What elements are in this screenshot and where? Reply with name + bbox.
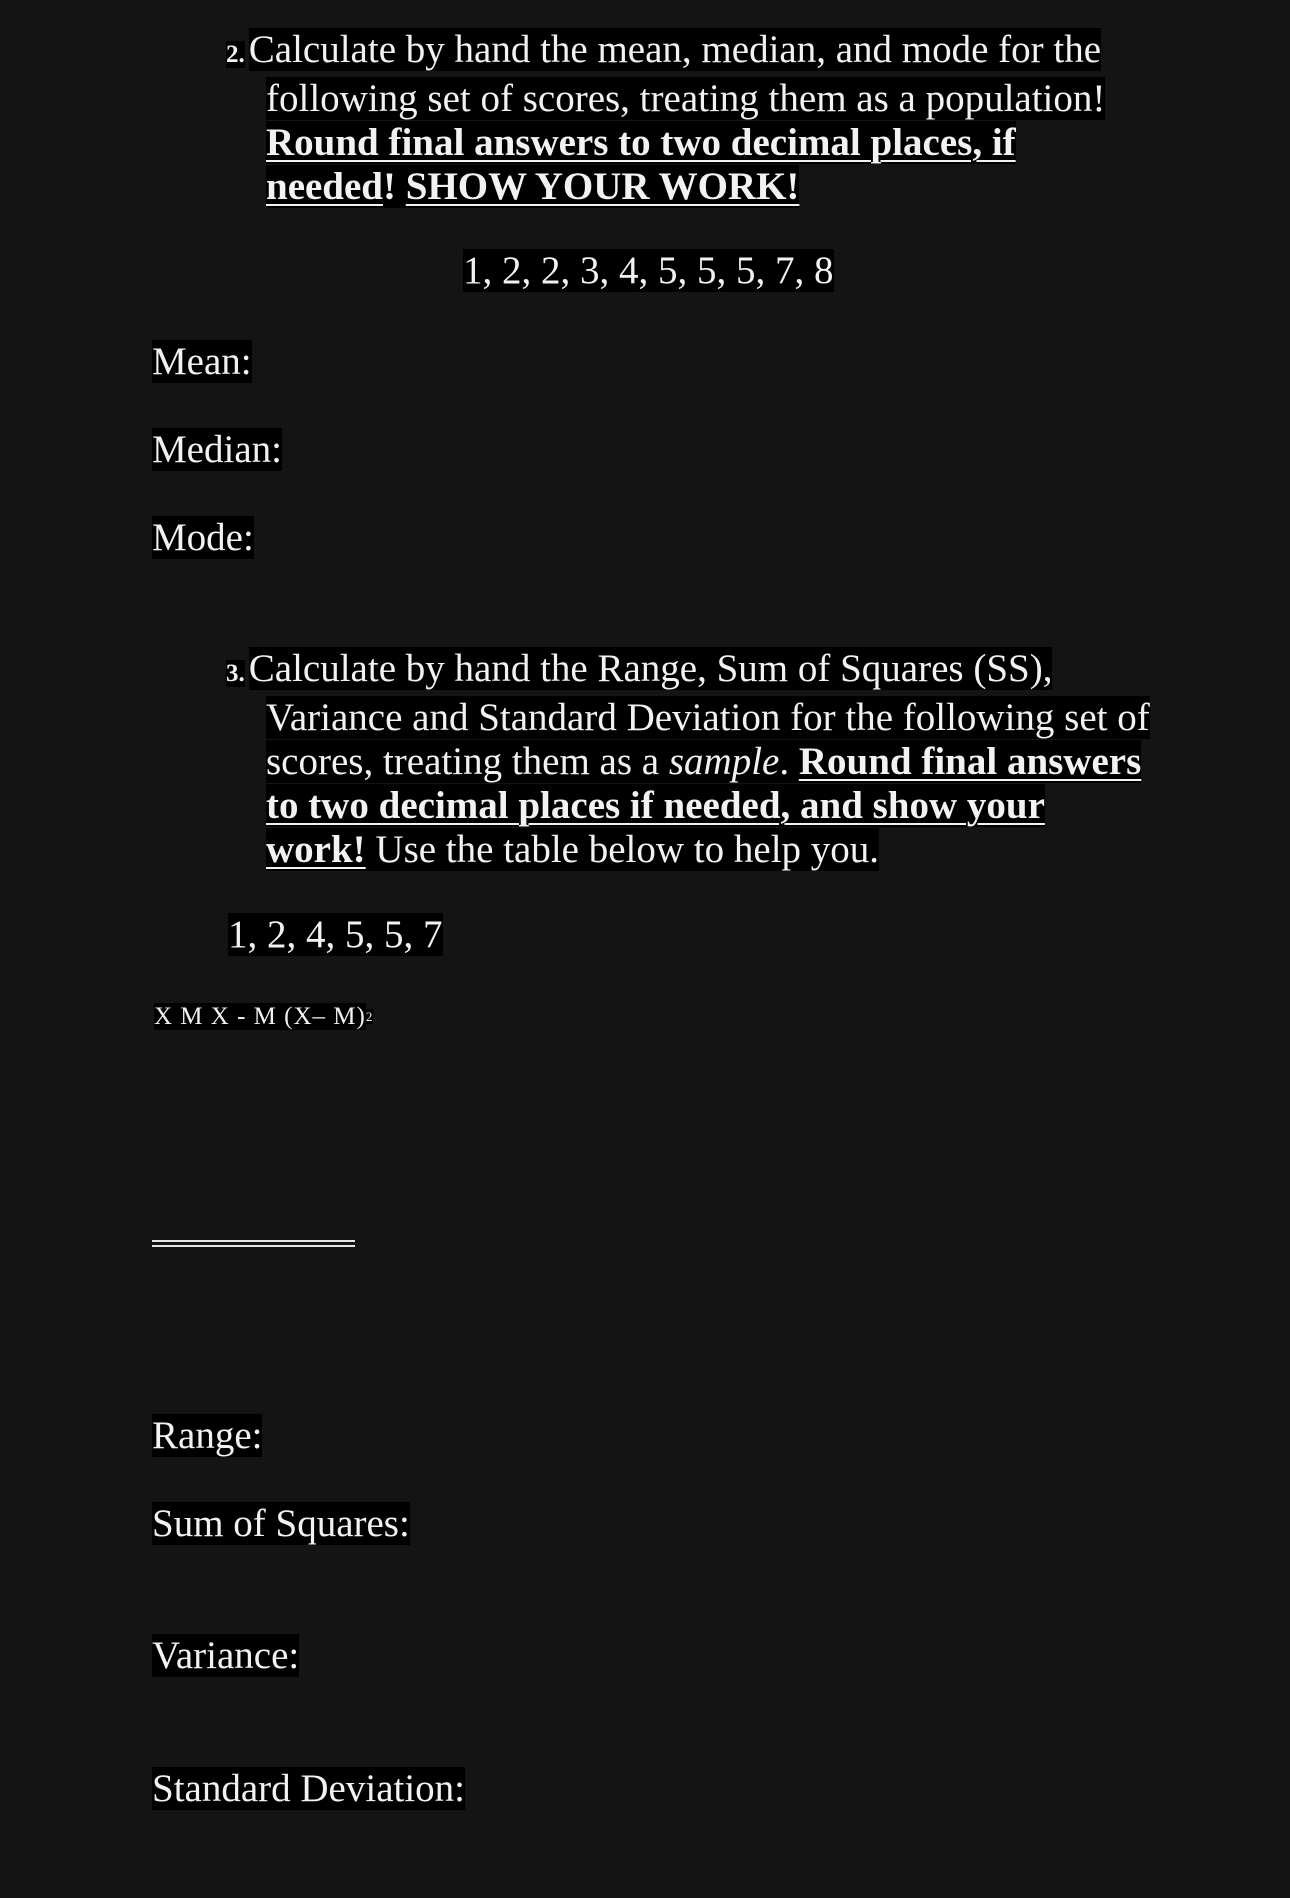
mode-label-text: Mode:: [152, 516, 254, 559]
question-3: [226, 647, 1266, 872]
question-2-line-4: [226, 165, 1266, 209]
question-2-emphasis-3: Round final answers to two decimal places, if: [266, 121, 1016, 164]
question-2-text-2: following set of scores, treating them as a population!: [266, 77, 1106, 120]
table-total-rule: [152, 1240, 355, 1247]
median-label-text: Median:: [152, 428, 282, 471]
question-3-line-1: [226, 647, 1266, 696]
question-3-text-3a: scores, treating them as a: [266, 740, 669, 783]
mean-label-text: Mean:: [152, 340, 252, 383]
question-3-emphasis-3: Round final answers: [798, 740, 1142, 783]
question-3-line-3: [226, 740, 1266, 784]
question-3-text-3b: .: [779, 740, 799, 783]
question-2: [226, 28, 1266, 209]
table-header-text: X M X - M (X– M): [154, 1003, 366, 1030]
question-3-text-2: Variance and Standard Deviation for the following set of: [266, 696, 1150, 739]
question-3-emphasis-5: work!: [266, 828, 366, 871]
sum-of-squares-label: [152, 1502, 410, 1546]
median-label: [152, 428, 282, 472]
variance-label-text: Variance:: [152, 1634, 300, 1677]
question-3-line-5: [226, 828, 1266, 872]
question-2-scores: [463, 249, 834, 293]
question-3-text-5: Use the table below to help you.: [365, 828, 880, 871]
table-header-superscript: 2: [365, 1009, 374, 1024]
standard-deviation-label: [152, 1767, 465, 1811]
question-2-line-1: [226, 28, 1266, 77]
mean-label: [152, 340, 252, 384]
question-3-line-4: [226, 784, 1266, 828]
question-3-number: 3.: [226, 660, 245, 687]
range-label-text: Range:: [152, 1414, 263, 1457]
question-3-text-3-italic: sample: [668, 740, 780, 783]
mode-label: [152, 516, 254, 560]
question-2-line-3: [226, 121, 1266, 165]
sum-of-squares-label-text: Sum of Squares:: [152, 1502, 410, 1545]
question-2-line-2: [226, 77, 1266, 121]
question-3-emphasis-4: to two decimal places if needed, and show your: [266, 784, 1045, 827]
range-label: [152, 1414, 262, 1458]
question-2-emphasis-4b: !: [383, 165, 396, 208]
question-3-line-2: [226, 696, 1266, 740]
question-2-text-1: Calculate by hand the mean, median, and mode for the: [248, 28, 1102, 71]
question-2-emphasis-4a: needed: [266, 165, 383, 208]
variance-label: [152, 1634, 299, 1678]
question-3-text-1: Calculate by hand the Range, Sum of Squares (SS),: [248, 647, 1053, 690]
question-2-number: 2.: [226, 41, 245, 68]
table-header: [154, 1002, 373, 1032]
standard-deviation-label-text: Standard Deviation:: [152, 1767, 466, 1810]
question-3-scores-text: 1, 2, 4, 5, 5, 7: [228, 913, 443, 956]
question-2-emphasis-4c: SHOW YOUR WORK!: [405, 165, 800, 208]
question-3-scores: [228, 913, 443, 957]
question-2-scores-text: 1, 2, 2, 3, 4, 5, 5, 5, 7, 8: [463, 249, 834, 292]
